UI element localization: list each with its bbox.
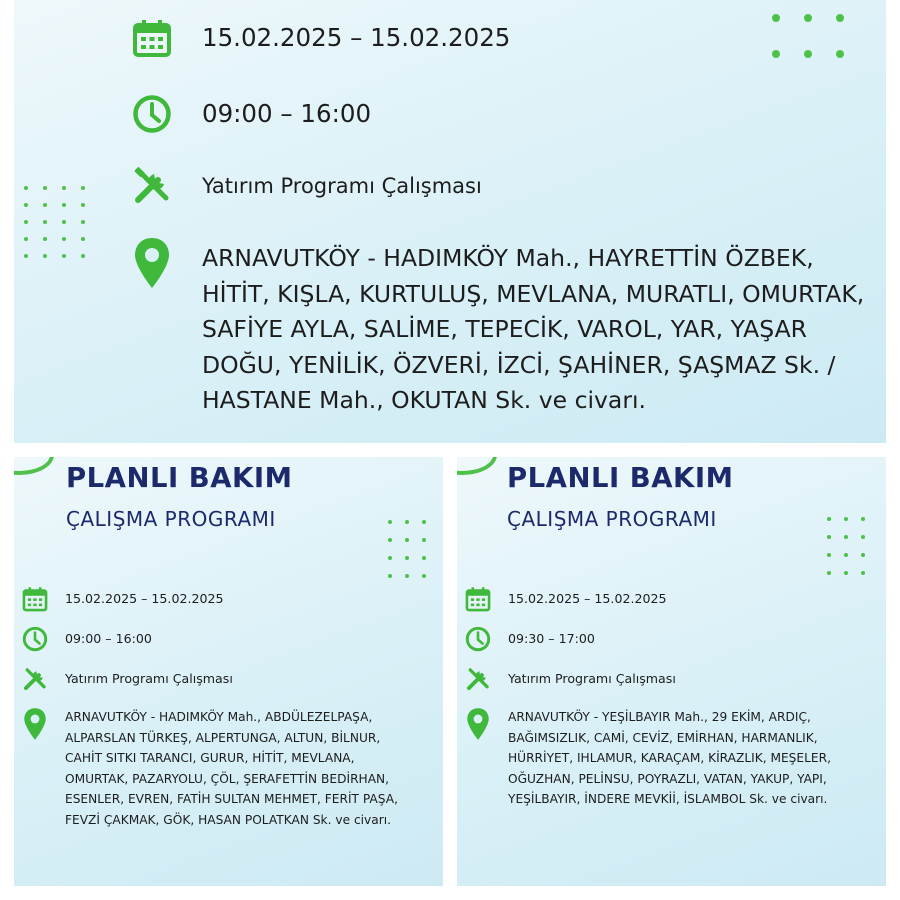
announcement-panel-left [14, 457, 443, 886]
date-row [132, 18, 510, 58]
panel-subtitle: ÇALIŞMA PROGRAMI [66, 507, 276, 531]
location-text: ARNAVUTKÖY - HADIMKÖY Mah., ABDÜLEZELPAŞA, ALPARSLAN TÜRKEŞ, ALPERTUNGA, ALTUN, BİLNUR, CAHİT SITKI TARANCI, GURUR, HİTİT, MEVLANA, OMURTAK, PAZARYOLU, ÇÖL, ŞERAFETTİN BEDİRHAN, ESENLER, EVREN, FATİH SULTAN MEHMET, FERİT PAŞA, FEVZİ ÇAKMAK, GÖK, HASAN POLATKAN Sk. ve civarı. [65, 710, 398, 827]
calendar-icon [132, 18, 172, 58]
location-pin-icon [465, 707, 491, 741]
tools-icon [132, 166, 172, 206]
date-row [465, 586, 667, 612]
decorative-dot-grid [827, 517, 865, 575]
panel-subtitle: ÇALIŞMA PROGRAMI [507, 507, 717, 531]
work-type-text: Yatırım Programı Çalışması [508, 671, 676, 686]
work-type-text: Yatırım Programı Çalışması [65, 671, 233, 686]
date-row [22, 586, 224, 612]
panel-title: PLANLI BAKIM [507, 462, 734, 494]
time-text: 09:30 – 17:00 [508, 631, 595, 646]
clock-icon [22, 626, 48, 652]
decorative-dot-grid [772, 14, 844, 58]
decorative-swoosh [14, 457, 54, 475]
time-row [22, 626, 152, 652]
time-text: 09:00 – 16:00 [202, 99, 372, 128]
tools-icon [465, 666, 491, 692]
clock-icon [132, 94, 172, 134]
time-row [132, 94, 371, 134]
work-type-row [465, 666, 676, 692]
calendar-icon [22, 586, 48, 612]
work-type-text: Yatırım Programı Çalışması [202, 174, 482, 198]
location-row [22, 707, 415, 830]
announcement-panel-right [457, 457, 886, 886]
date-text: 15.02.2025 – 15.02.2025 [202, 23, 511, 52]
announcement-panel-top [14, 0, 886, 443]
work-type-row [22, 666, 233, 692]
location-text: ARNAVUTKÖY - HADIMKÖY Mah., HAYRETTİN ÖZBEK, HİTİT, KIŞLA, KURTULUŞ, MEVLANA, MURATLI, OMURTAK, SAFİYE AYLA, SALİME, TEPECİK, VAROL, YAR, YAŞAR DOĞU, YENİLİK, ÖZVERİ, İZCİ, ŞAHİNER, ŞAŞMAZ Sk. / HASTANE Mah., OKUTAN Sk. ve civarı. [202, 244, 865, 414]
location-row [132, 236, 882, 419]
calendar-icon [465, 586, 491, 612]
work-type-row [132, 166, 482, 206]
clock-icon [465, 626, 491, 652]
location-pin-icon [22, 707, 48, 741]
location-text: ARNAVUTKÖY - YEŞİLBAYIR Mah., 29 EKİM, ARDIÇ, BAĞIMSIZLIK, CAMİ, CEVİZ, EMİRHAN, HARMANLIK, HÜRRİYET, IHLAMUR, KARAÇAM, KİRAZLIK, MEŞELER, OĞUZHAN, PELİNSU, POYRAZLI, VATAN, YAKUP, YAPI, YEŞİLBAYIR, İNDERE MEVKİİ, İSLAMBOL Sk. ve civarı. [508, 710, 831, 806]
location-pin-icon [132, 236, 172, 290]
decorative-dot-grid [388, 520, 426, 578]
date-text: 15.02.2025 – 15.02.2025 [65, 591, 224, 606]
time-text: 09:00 – 16:00 [65, 631, 152, 646]
time-row [465, 626, 595, 652]
panel-title: PLANLI BAKIM [66, 462, 293, 494]
decorative-swoosh [457, 457, 497, 475]
location-row [465, 707, 858, 810]
tools-icon [22, 666, 48, 692]
date-text: 15.02.2025 – 15.02.2025 [508, 591, 667, 606]
decorative-dot-grid [24, 186, 85, 258]
